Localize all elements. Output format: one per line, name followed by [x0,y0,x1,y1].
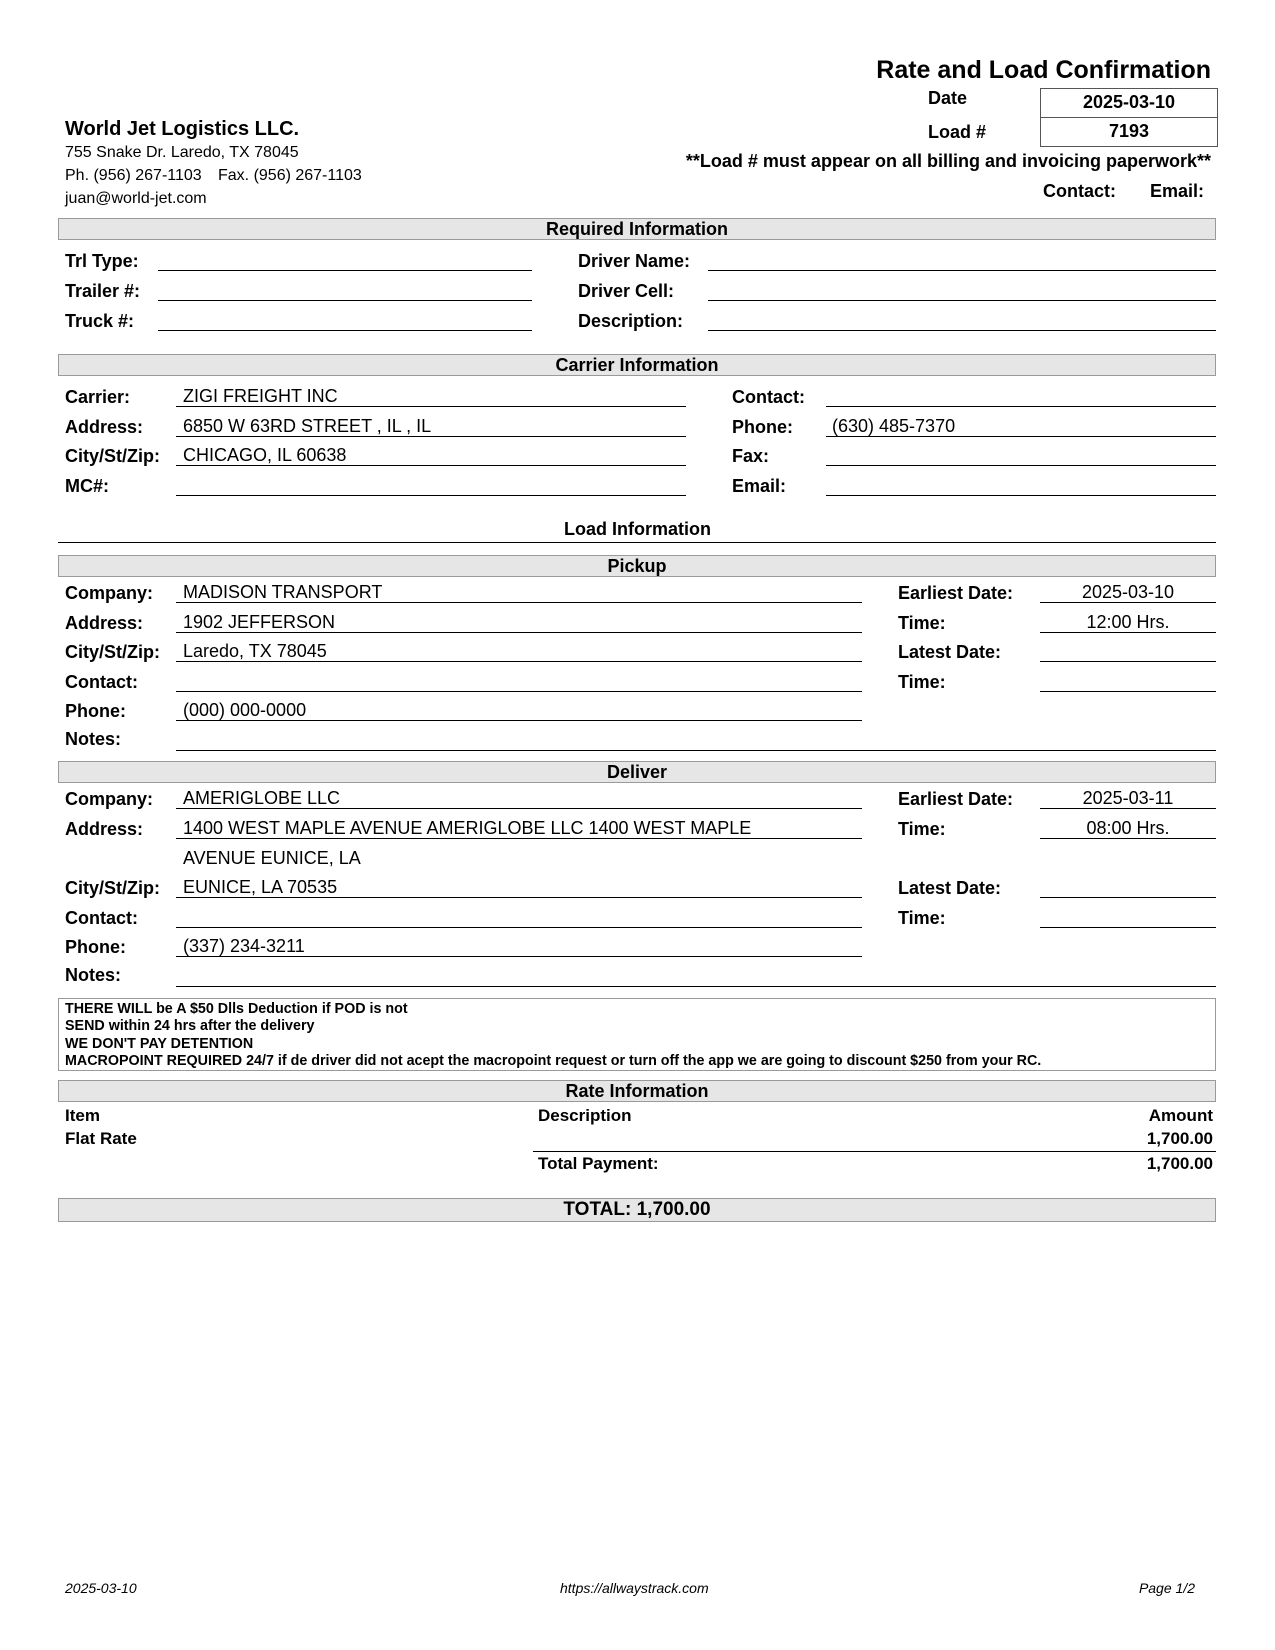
carrier-mc-field[interactable] [176,476,686,496]
pickup-address-value: 1902 JEFFERSON [183,612,336,632]
pickup-city-label: City/St/Zip: [65,642,160,662]
trl-type-field[interactable] [158,251,532,271]
deliver-phone-label: Phone: [65,937,126,957]
grand-total-bar: TOTAL: 1,700.00 [58,1198,1216,1222]
description-label: Description: [578,311,684,331]
carrier-fax-field[interactable] [826,446,1216,466]
header-email-label: Email: [1150,181,1205,201]
carrier-value: ZIGI FREIGHT INC [183,386,338,406]
carrier-city-value: CHICAGO, IL 60638 [183,445,347,465]
document-title: Rate and Load Confirmation [876,56,1211,84]
date-label: Date [928,88,968,108]
truck-number-field[interactable] [158,311,532,331]
deliver-phone-value: (337) 234-3211 [183,936,305,956]
carrier-city-label: City/St/Zip: [65,446,160,466]
pickup-time-value: 12:00 Hrs. [1086,612,1170,632]
trailer-number-field[interactable] [158,281,532,301]
pickup-city-value: Laredo, TX 78045 [183,641,327,661]
driver-name-field[interactable] [708,251,1216,271]
pickup-notes-label: Notes: [65,729,122,749]
deliver-time-label: Time: [898,819,946,839]
deliver-address-line2: AVENUE EUNICE, LA [183,848,361,868]
rate-row-amount: 1,700.00 [1146,1129,1213,1148]
deliver-address-line1: 1400 WEST MAPLE AVENUE AMERIGLOBE LLC 1400 WEST MAPLE [183,818,752,838]
trailer-number-label: Trailer #: [65,281,141,301]
rate-row-item: Flat Rate [65,1129,137,1148]
pickup-earliest-date-label: Earliest Date: [898,583,1014,603]
deliver-time2-label: Time: [898,908,946,928]
footer-date: 2025-03-10 [65,1580,137,1596]
rate-amount-header: Amount [1148,1106,1213,1125]
carrier-contact-label: Contact: [732,387,805,407]
deliver-city-label: City/St/Zip: [65,878,160,898]
pickup-company-value: MADISON TRANSPORT [183,582,383,602]
pickup-phone-value: (000) 000-0000 [183,700,307,720]
terms-note-line: WE DON'T PAY DETENTION [65,1035,254,1052]
description-field[interactable] [708,311,1216,331]
deliver-company-label: Company: [65,789,154,809]
carrier-info-header: Carrier Information [58,354,1216,376]
deliver-city-value: EUNICE, LA 70535 [183,877,338,897]
deliver-notes-label: Notes: [65,965,122,985]
footer-url[interactable]: https://allwaystrack.com [560,1580,709,1596]
load-info-title: Load Information [564,519,711,539]
carrier-address-label: Address: [65,417,144,437]
driver-name-label: Driver Name: [578,251,691,271]
required-info-header: Required Information [58,218,1216,240]
driver-cell-field[interactable] [708,281,1216,301]
carrier-label: Carrier: [65,387,131,407]
date-value: 2025-03-10 [1040,88,1218,118]
deliver-address-label: Address: [65,819,144,839]
pickup-earliest-date-value: 2025-03-10 [1081,582,1175,602]
carrier-mc-label: MC#: [65,476,109,496]
deliver-company-value: AMERIGLOBE LLC [183,788,341,808]
pickup-latest-date-label: Latest Date: [898,642,1002,662]
company-fax: Fax. (956) 267-1103 [218,167,362,184]
truck-number-label: Truck #: [65,311,135,331]
pickup-latest-date-field[interactable] [1040,642,1216,662]
deliver-contact-field[interactable] [176,908,862,928]
footer-page-number: Page 1/2 [1138,1580,1195,1596]
load-info-divider [58,542,1216,543]
pickup-address-label: Address: [65,613,144,633]
terms-note-line: MACROPOINT REQUIRED 24/7 if de driver did not acept the macropoint request or turn off the app we are going to discount $250 from your RC. [65,1052,1042,1069]
driver-cell-label: Driver Cell: [578,281,675,301]
deliver-latest-date-field[interactable] [1040,878,1216,898]
deliver-time-value: 08:00 Hrs. [1086,818,1170,838]
carrier-email-label: Email: [732,476,787,496]
carrier-fax-label: Fax: [732,446,770,466]
pickup-time-label: Time: [898,613,946,633]
load-number-label: Load # [928,122,987,142]
terms-notes-box [58,998,1216,1071]
deliver-earliest-date-label: Earliest Date: [898,789,1014,809]
pickup-contact-label: Contact: [65,672,138,692]
carrier-phone-label: Phone: [732,417,793,437]
total-payment-label: Total Payment: [538,1154,659,1173]
pickup-phone-label: Phone: [65,701,126,721]
deliver-contact-label: Contact: [65,908,138,928]
company-phone: Ph. (956) 267-1103 [65,167,202,184]
terms-note-line: THERE WILL be A $50 Dlls Deduction if POD is not [65,1001,408,1017]
pickup-contact-field[interactable] [176,672,862,692]
carrier-contact-field[interactable] [826,387,1216,407]
pickup-notes-field[interactable] [176,731,1216,751]
deliver-header: Deliver [58,761,1216,783]
carrier-phone-value: (630) 485-7370 [832,416,956,436]
pickup-time2-label: Time: [898,672,946,692]
terms-note-line: SEND within 24 hrs after the delivery [65,1018,315,1035]
company-address: 755 Snake Dr. Laredo, TX 78045 [65,144,299,161]
carrier-email-field[interactable] [826,476,1216,496]
deliver-earliest-date-value: 2025-03-11 [1082,788,1174,808]
company-name: World Jet Logistics LLC. [65,118,300,140]
rate-description-header: Description [538,1106,632,1125]
company-email: juan@world-jet.com [65,190,207,207]
carrier-address-value: 6850 W 63RD STREET , IL , IL [183,416,432,436]
deliver-time2-field[interactable] [1040,908,1216,928]
deliver-notes-field[interactable] [176,967,1216,987]
rate-total-divider [533,1151,1216,1152]
load-number-value: 7193 [1040,117,1218,147]
pickup-company-label: Company: [65,583,154,603]
pickup-header: Pickup [58,555,1216,577]
deliver-latest-date-label: Latest Date: [898,878,1002,898]
rate-item-header: Item [65,1106,100,1125]
trl-type-label: Trl Type: [65,251,139,271]
load-number-note: **Load # must appear on all billing and invoicing paperwork** [685,151,1211,171]
header-contact-label: Contact: [1043,181,1116,201]
total-payment-value: 1,700.00 [1146,1154,1213,1173]
pickup-time2-field[interactable] [1040,672,1216,692]
rate-info-header: Rate Information [58,1080,1216,1102]
